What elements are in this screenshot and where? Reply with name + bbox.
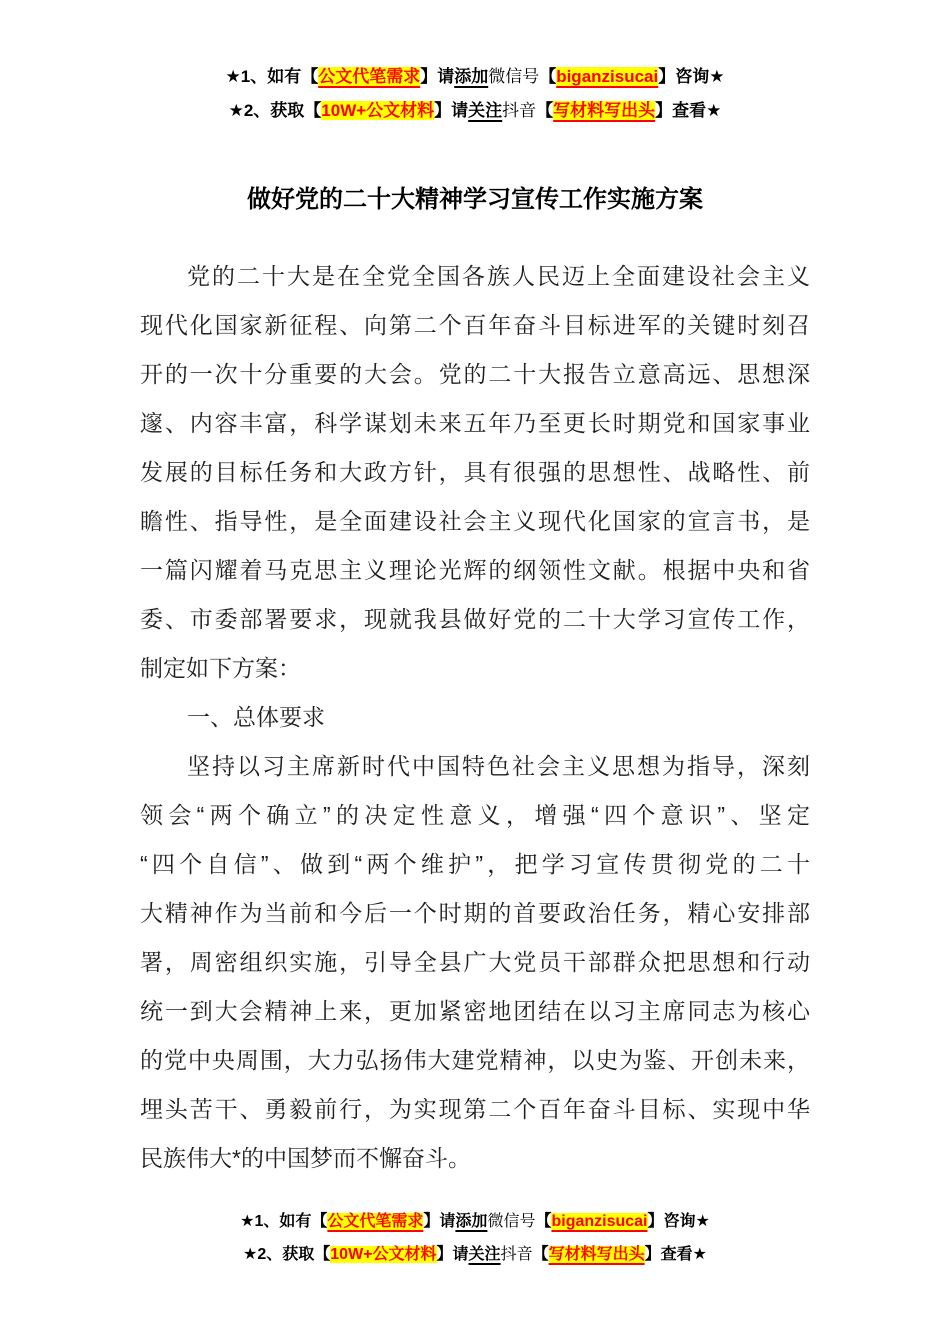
ad-text: 】咨询★ [647, 1213, 710, 1230]
ad-line-1 [0, 1205, 950, 1238]
ad-text: 【 [532, 1246, 549, 1263]
ad-text: ★1、如有【 [240, 1213, 328, 1230]
body-line: 邃、内容丰富，科学谋划未来五年乃至更长时期党和国家事业 [140, 410, 810, 436]
ad-action-text: 关注 [468, 1246, 501, 1263]
body-line: “四个自信”、做到“两个维护”，把学习宣传贯彻党的二十 [140, 851, 810, 877]
body-line: 统一到大会精神上来，更加紧密地团结在以习主席同志为核心 [140, 998, 810, 1024]
ad-text: 】请 [436, 1246, 469, 1263]
ad-text: 】查看★ [655, 101, 722, 120]
ad-action-text: 添加 [454, 67, 489, 86]
body-line: 一篇闪耀着马克思主义理论光辉的纲领性文献。根据中央和省 [140, 557, 810, 583]
doc-title: 做好党的二十大精神学习宣传工作实施方案 [247, 186, 703, 213]
ad-banner-top [0, 0, 950, 128]
ad-text: ★2、获取【 [228, 101, 322, 120]
body-line: 大精神作为当前和今后一个时期的首要政治任务，精心安排部 [140, 900, 810, 926]
highlighted-phrase: 公文代笔需求 [327, 1213, 424, 1230]
wechat-id: biganzisucai [551, 1213, 648, 1230]
body-line: 埋头苦干、勇毅前行，为实现第二个百年奋斗目标、实现中华 [140, 1096, 810, 1122]
douyin-id: 写材料写出头 [548, 1246, 645, 1263]
douyin-id: 写材料写出头 [553, 101, 656, 120]
ad-text: 微信号 [487, 1213, 536, 1230]
ad-text: 】查看★ [644, 1246, 707, 1263]
body-line: 民族伟大*的中国梦而不懈奋斗。 [140, 1145, 471, 1171]
body-line: 坚持以习主席新时代中国特色社会主义思想为指导，深刻 [187, 753, 810, 779]
ad-text: 抖音 [502, 101, 537, 120]
wechat-id: biganzisucai [556, 67, 659, 86]
body-line: 的党中央周围，大力弘扬伟大建党精神，以史为鉴、开创未来， [140, 1047, 810, 1073]
ad-text: ★1、如有【 [225, 67, 319, 86]
ad-action-text: 关注 [468, 101, 503, 120]
ad-text: ★2、获取【 [243, 1246, 331, 1263]
ad-text: 抖音 [500, 1246, 533, 1263]
section-heading: 一、总体要求 [187, 704, 325, 730]
doc-body [140, 252, 810, 1183]
ad-text: 【 [539, 67, 557, 86]
highlighted-phrase: 10W+公文材料 [330, 1246, 437, 1263]
body-line: 现代化国家新征程、向第二个百年奋斗目标进军的关键时刻召 [140, 312, 810, 338]
ad-action-text: 添加 [455, 1213, 488, 1230]
body-line: 瞻性、指导性，是全面建设社会主义现代化国家的宣言书，是 [140, 508, 810, 534]
ad-text: 】请 [423, 1213, 456, 1230]
highlighted-phrase: 公文代笔需求 [318, 67, 421, 86]
highlighted-phrase: 10W+公文材料 [321, 101, 435, 120]
ad-text: 微信号 [488, 67, 540, 86]
body-line: 领会“两个确立”的决定性意义，增强“四个意识”、坚定 [140, 802, 810, 828]
ad-banner-bottom [0, 1205, 950, 1271]
body-line: 发展的目标任务和大政方针，具有很强的思想性、战略性、前 [140, 459, 810, 485]
ad-text: 】请 [420, 67, 455, 86]
ad-text: 【 [535, 1213, 552, 1230]
ad-text: 【 [536, 101, 554, 120]
ad-line-2 [0, 94, 950, 128]
body-line: 委、市委部署要求，现就我县做好党的二十大学习宣传工作， [140, 606, 810, 632]
ad-line-2 [0, 1238, 950, 1271]
body-line: 党的二十大是在全党全国各族人民迈上全面建设社会主义 [187, 263, 810, 289]
body-line: 制定如下方案： [140, 655, 301, 681]
ad-text: 】咨询★ [658, 67, 725, 86]
body-line: 署，周密组织实施，引导全县广大党员干部群众把思想和行动 [140, 949, 810, 975]
body-line: 开的一次十分重要的大会。党的二十大报告立意高远、思想深 [140, 361, 810, 387]
ad-line-1 [0, 60, 950, 94]
ad-text: 】请 [434, 101, 469, 120]
